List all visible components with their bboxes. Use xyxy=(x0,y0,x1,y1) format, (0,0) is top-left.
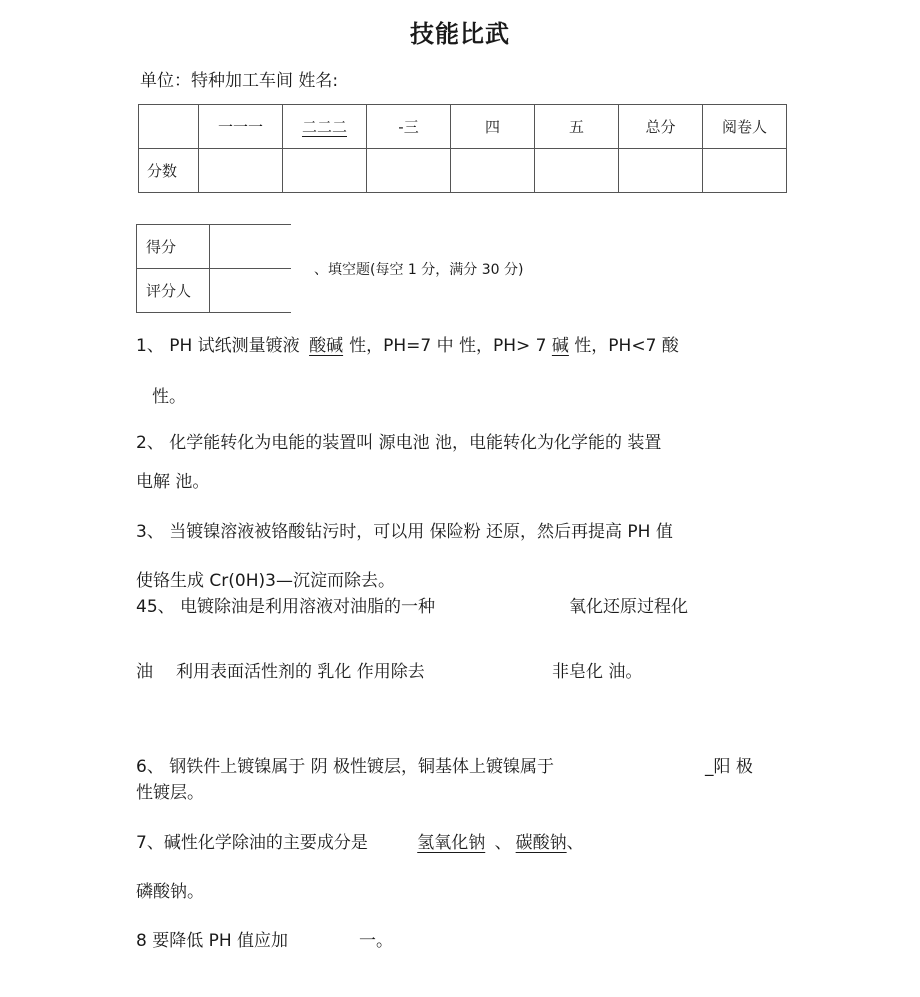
header-part-5: 五 xyxy=(535,105,619,149)
q1-middle-2: 性，PH<7 酸 xyxy=(574,336,679,356)
q1-prefix: 1、 PH 试纸测量镀液 xyxy=(136,336,300,356)
header-part-4: 四 xyxy=(451,105,535,149)
question-8-line: 8 要降低 PH 值应加 xyxy=(136,931,289,951)
question-2-line-1: 2、 化学能转化为电能的装置叫 源电池 池，电能转化为化学能的 装置 xyxy=(136,433,662,453)
q7-answer-1: 氢氧化钠 xyxy=(417,833,486,853)
q7-prefix: 7、碱性化学除油的主要成分是 xyxy=(136,833,368,853)
score-table-header-row xyxy=(139,105,787,149)
score-cell xyxy=(535,149,619,193)
question-2-line-2: 电解 池。 xyxy=(136,472,210,492)
section-score-row xyxy=(137,225,292,269)
section-grader-label: 评分人 xyxy=(137,269,210,313)
section-grader-row xyxy=(137,269,292,313)
question-3-line-1: 3、 当镀镍溶液被铬酸钻污时，可以用 保险粉 还原，然后再提高 PH 值 xyxy=(136,522,673,542)
question-8-blank: 一。 xyxy=(359,931,393,951)
question-4-5-line-1: 45、 电镀除油是利用溶液对油脂的一种 xyxy=(136,597,436,617)
header-part-2-label: 二二二 xyxy=(301,118,347,136)
question-4-5-line-2-middle: 利用表面活性剂的 乳化 作用除去 xyxy=(176,662,425,682)
header-total: 总分 xyxy=(619,105,703,149)
q7-answer-2: 碳酸钠 xyxy=(515,833,567,853)
question-6-line-1: 6、 钢铁件上镀镍属于 阴 极性镀层，铜基体上镀镍属于 xyxy=(136,757,555,777)
score-cell xyxy=(451,149,535,193)
unit-name-line: 单位：特种加工车间 姓名: xyxy=(140,71,339,91)
score-cell xyxy=(283,149,367,193)
question-7-line-1 xyxy=(136,828,584,853)
header-part-2 xyxy=(283,105,367,149)
section-score-cell xyxy=(210,225,292,269)
question-1-line-1 xyxy=(136,331,679,356)
question-4-5-line-2-start: 油 xyxy=(136,662,153,682)
header-grader: 阅卷人 xyxy=(703,105,787,149)
q7-separator: 、 xyxy=(494,833,512,853)
q1-middle-1: 性，PH=7 中 性，PH> 7 xyxy=(349,336,547,356)
score-cell xyxy=(199,149,283,193)
question-6-line-2: 性镀层。 xyxy=(136,783,204,803)
question-1-line-2: 性。 xyxy=(152,387,186,407)
score-cell xyxy=(367,149,451,193)
score-cell xyxy=(703,149,787,193)
q7-suffix: 、 xyxy=(566,833,584,853)
question-7-line-2: 磷酸钠。 xyxy=(136,882,204,902)
header-part-1: 一一一 xyxy=(199,105,283,149)
page-title: 技能比武 xyxy=(410,20,510,48)
q1-answer-1: 酸碱 xyxy=(309,336,344,356)
score-table xyxy=(138,104,787,193)
score-table-corner xyxy=(139,105,199,149)
question-4-5-line-2-end: 非皂化 油。 xyxy=(552,662,643,682)
section-heading: 、填空题(每空 1 分，满分 30 分) xyxy=(314,262,524,278)
section-score-label: 得分 xyxy=(137,225,210,269)
question-4-5-line-1-right: 氧化还原过程化 xyxy=(569,597,688,617)
section-score-box xyxy=(136,224,291,313)
header-part-3: -三 xyxy=(367,105,451,149)
q1-answer-2: 碱 xyxy=(551,336,569,356)
score-row-label: 分数 xyxy=(139,149,199,193)
score-table-score-row xyxy=(139,149,787,193)
section-grader-cell xyxy=(210,269,292,313)
question-6-line-1-answer: _阳 极 xyxy=(705,757,753,777)
score-cell xyxy=(619,149,703,193)
question-3-line-2: 使铬生成 Cr(0H)3—沉淀而除去。 xyxy=(136,571,395,591)
